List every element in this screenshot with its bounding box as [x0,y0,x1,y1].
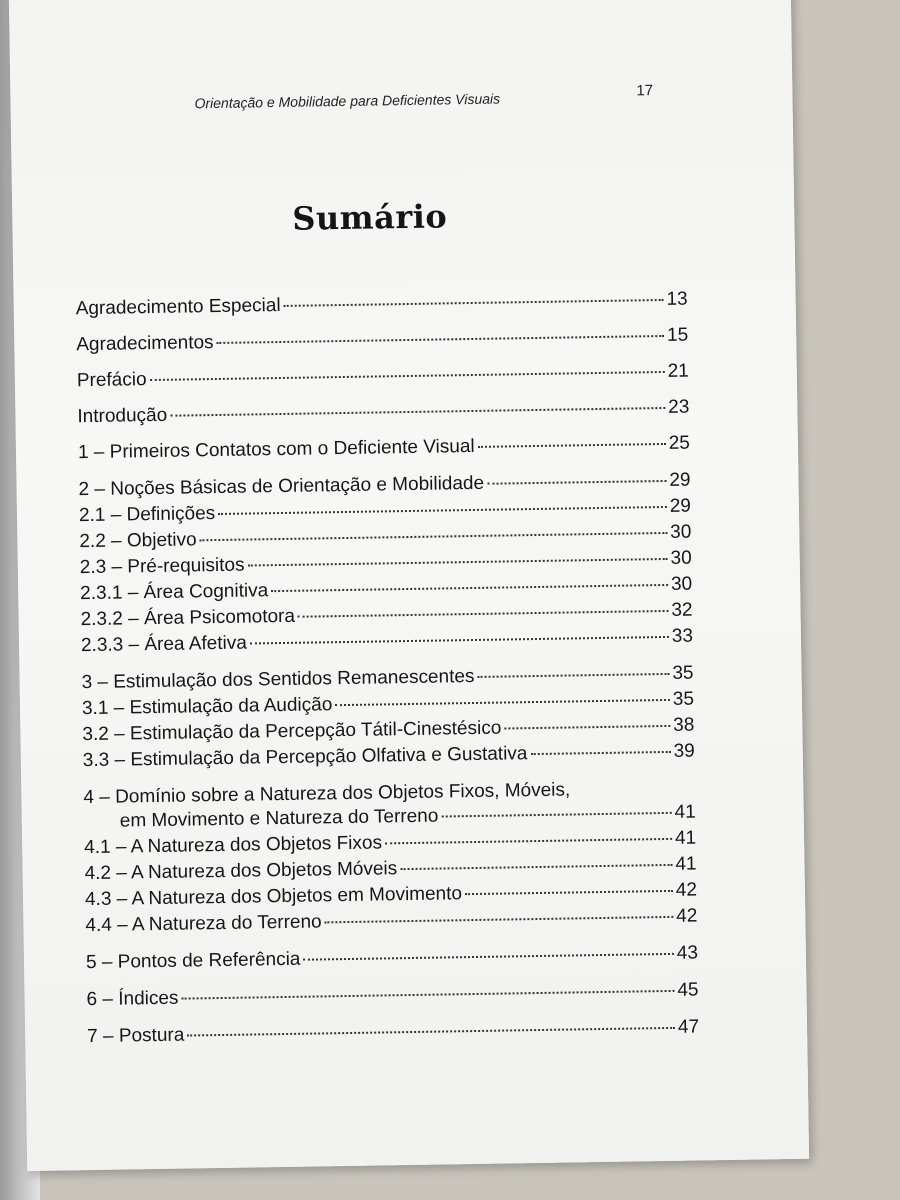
page-content [72,75,709,1145]
toc-page-number: 25 [668,432,691,454]
toc-entry-chapter-5[interactable] [86,942,698,976]
dot-leader [200,532,668,541]
toc-page-number: 45 [677,979,699,1001]
toc-label: 2.3.1 – Área Cognitiva [80,580,269,605]
toc-page-number: 41 [675,853,697,875]
dot-leader [248,558,668,567]
dot-leader [465,890,673,895]
toc-page-number: 30 [670,521,692,543]
toc-label: 5 – Pontos de Referência [85,948,301,974]
toc-page-number: 42 [676,905,698,927]
toc-page-number: 33 [671,625,694,647]
book-page [9,0,809,1171]
toc-entry-chapter-1[interactable] [78,432,690,466]
toc-page-number: 38 [673,714,695,736]
toc-label: 2 – Noções Básicas de Orientação e Mobilidade [78,472,485,501]
dot-leader [217,335,665,344]
toc-label: 3.3 – Estimulação da Percepção Olfativa e Gustativa [82,743,528,772]
toc-page-number: 13 [666,288,688,310]
dot-leader [385,838,672,845]
toc-entry-agradecimento-especial[interactable] [76,288,688,322]
toc-label: 1 – Primeiros Contatos com o Deficiente Visual [77,435,475,464]
toc-page-number: 30 [670,573,693,595]
toc-page-number: 35 [672,688,695,710]
toc-label: 2.3.3 – Área Afetiva [80,632,248,657]
toc-page-number: 30 [670,547,692,569]
toc-label: 7 – Postura [87,1024,185,1048]
running-header-title: Orientação e Mobilidade para Deficientes Visuais [194,90,501,112]
dot-leader [150,371,665,381]
toc-entry-agradecimentos[interactable] [76,324,688,358]
toc-label: Prefácio [76,369,147,392]
toc-label: Introdução [77,404,168,428]
toc-page-number: 43 [676,942,699,964]
dot-leader [504,725,670,730]
toc-label-line-2: em Movimento e Natureza do Terreno [119,805,439,832]
dot-leader [170,407,665,417]
toc-page-number: 32 [671,599,693,621]
toc-label: 2.1 – Definições [78,503,216,527]
toc-page-number: 47 [677,1016,700,1038]
toc-page-number: 23 [668,396,690,418]
dot-leader [303,953,673,961]
toc-label-line-1: 4 – Domínio sobre a Natureza dos Objetos Fixos, Móveis, [83,779,571,809]
page-number: 17 [636,82,654,100]
toc-page-number: 29 [669,495,692,517]
dot-leader [250,636,669,645]
dot-leader [284,299,664,307]
toc-entry-chapter-7[interactable] [87,1016,699,1050]
toc-label: 2.3 – Pré-requisitos [79,554,245,579]
toc-page-number: 42 [675,879,698,901]
toc-page-number: 15 [666,324,689,346]
toc-page-number: 21 [667,360,689,382]
toc-entry-introducao[interactable] [77,396,689,430]
toc-page-number: 39 [673,740,695,762]
toc-label: 4.1 – A Natureza dos Objetos Fixos [84,832,383,859]
toc-entry-chapter-6[interactable] [86,979,698,1013]
dot-leader [325,916,674,923]
dot-leader [271,584,668,592]
toc-label: 3.2 – Estimulação da Percepção Tátil-Cinestésico [82,717,502,746]
dot-leader [477,673,669,678]
toc-page-number: 41 [674,827,697,849]
toc-label: 3 – Estimulação dos Sentidos Remanescentes [81,665,475,694]
toc-label: Agradecimentos [76,332,214,356]
toc-label: 4.4 – A Natureza do Terreno [85,911,322,937]
dot-leader [335,699,670,706]
toc-label: 6 – Índices [86,987,179,1011]
toc-page-number: 29 [669,469,691,491]
dot-leader [530,751,670,755]
table-of-contents [76,288,700,1050]
dot-leader [487,480,666,485]
toc-label: 4.2 – A Natureza dos Objetos Móveis [84,858,398,885]
toc-page-number: 35 [672,662,694,684]
toc-page-number: 41 [674,801,696,823]
page-title: Sumário [292,197,448,238]
dot-leader [187,1027,675,1037]
toc-label: 4.3 – A Natureza dos Objetos em Movimento [84,883,463,911]
toc-label: Agradecimento Especial [75,294,281,320]
toc-label: 2.2 – Objetivo [79,529,197,553]
dot-leader [400,864,672,870]
dot-leader [441,812,671,818]
toc-label: 3.1 – Estimulação da Audição [81,694,333,720]
toc-entry-prefacio[interactable] [77,360,689,394]
dot-leader [298,610,668,618]
dot-leader [478,443,666,448]
dot-leader [218,506,667,515]
toc-entry-chapter-4[interactable] [83,777,696,835]
dot-leader [181,990,674,1000]
toc-label: 2.3.2 – Área Psicomotora [80,605,296,631]
